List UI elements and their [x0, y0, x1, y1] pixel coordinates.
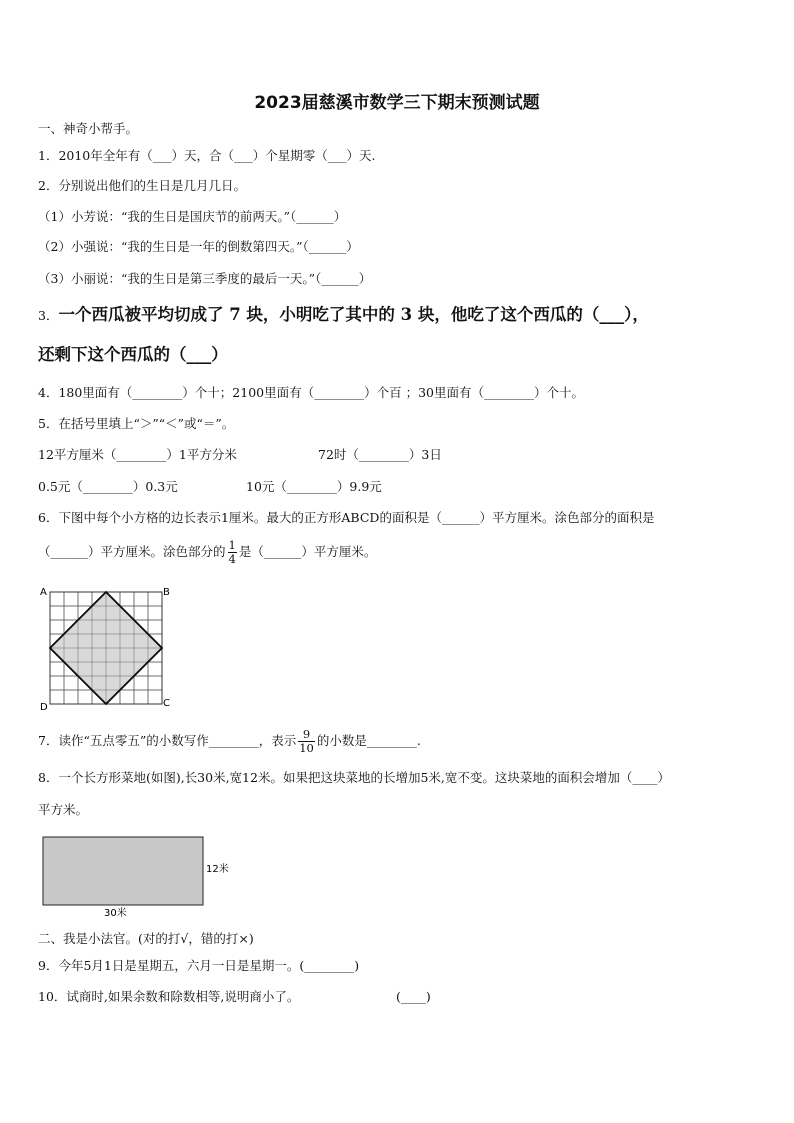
question-8-line-1: 8．一个长方形菜地(如图),长30米,宽12米。如果把这块菜地的长增加5米,宽不变。这块菜地的面积会增加（____）: [38, 770, 670, 785]
question-5-b: 72时（________）3日: [318, 447, 442, 462]
question-9: 9．今年5月1日是星期五，六月一日是星期一。(________): [38, 958, 360, 973]
length-label: 30米: [104, 908, 127, 919]
question-6-text-b: 是（______）平方厘米。: [238, 544, 377, 559]
question-7: [38, 724, 421, 758]
vegetable-plot-figure: [40, 834, 240, 920]
fraction-denominator: 10: [299, 741, 314, 755]
question-5-a: 12平方厘米（________）1平方分米: [38, 447, 237, 462]
question-8-line-2: 平方米。: [38, 802, 89, 817]
vertex-label-d: D: [40, 702, 48, 713]
question-3-line-2: 还剩下这个西瓜的（___）: [38, 345, 228, 364]
fraction-numerator: 1: [228, 538, 236, 552]
fraction-denominator: 4: [228, 552, 236, 566]
vegetable-plot-rectangle: [43, 837, 203, 905]
vertex-label-a: A: [40, 587, 47, 598]
question-2-3: （3）小丽说：“我的生日是第三季度的最后一天。”（______）: [38, 271, 372, 286]
grid-overlay: [50, 592, 162, 704]
question-6-text-a: （______）平方厘米。涂色部分的: [38, 544, 226, 559]
question-6-line-1: 6．下图中每个小方格的边长表示1厘米。最大的正方形ABCD的面积是（______）平方厘米。涂色部分的面积是: [38, 510, 655, 525]
question-7-text-b: 的小数是________.: [316, 733, 421, 748]
square-grid-figure: [36, 583, 176, 713]
question-10-blank: (____): [396, 989, 431, 1004]
width-label: 12米: [206, 864, 229, 875]
question-6-line-2: [38, 537, 376, 567]
question-2: 2．分别说出他们的生日是几月几日。: [38, 178, 246, 193]
section-2-heading: 二、我是小法官。(对的打√，错的打×): [38, 931, 254, 946]
fraction-one-quarter: [228, 539, 237, 566]
question-7-text-a: 7．读作“五点零五”的小数写作________，表示: [38, 733, 297, 748]
fraction-numerator: 9: [298, 728, 315, 742]
question-2-1: （1）小芳说：“我的生日是国庆节的前两天。”（______）: [38, 209, 347, 224]
fraction-nine-tenths: [298, 728, 315, 755]
question-3-number: 3．: [38, 308, 59, 323]
question-10: 10．试商时,如果余数和除数相等,说明商小了。: [38, 989, 300, 1004]
page-title: 2023届慈溪市数学三下期末预测试题: [254, 93, 540, 113]
question-5-d: 10元（________）9.9元: [246, 479, 382, 494]
vertex-label-c: C: [163, 698, 170, 709]
section-1-heading: 一、神奇小帮手。: [38, 121, 139, 136]
question-2-2: （2）小强说：“我的生日是一年的倒数第四天。”（______）: [38, 239, 359, 254]
question-3-text-1: 一个西瓜被平均切成了 7 块，小明吃了其中的 3 块，他吃了这个西瓜的（___），: [58, 305, 649, 324]
question-5-c: 0.5元（________）0.3元: [38, 479, 178, 494]
question-4: 4．180里面有（________）个十；2100里面有（________）个百 ；30里面有（________）个十。: [38, 385, 585, 400]
vertex-label-b: B: [163, 587, 170, 598]
question-3-line-1: [38, 305, 649, 325]
question-1: 1．2010年全年有（___）天，合（___）个星期零（___）天.: [38, 148, 376, 163]
question-5: 5．在括号里填上“＞”“＜”或“＝”。: [38, 416, 235, 431]
